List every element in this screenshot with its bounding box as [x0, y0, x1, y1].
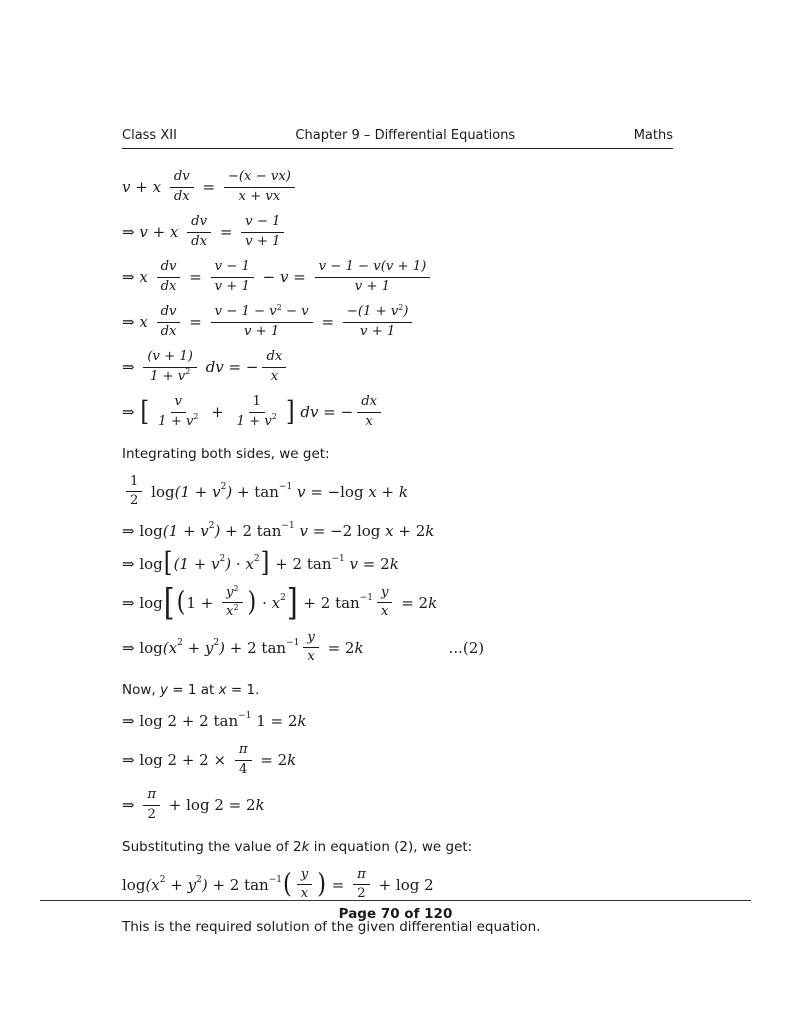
- fraction-numerator: [235, 742, 252, 761]
- text-run: = 1.: [226, 681, 260, 698]
- math-var: x: [271, 593, 281, 612]
- math-var: x: [226, 604, 234, 620]
- math-var: + y: [165, 875, 197, 894]
- math-text: =: [288, 268, 311, 286]
- fraction-denominator: [126, 492, 142, 510]
- math-text: ⇒ log 2 + 2 tan: [122, 712, 239, 731]
- fraction: [224, 169, 295, 205]
- fraction-numerator: [171, 394, 186, 413]
- fraction: [143, 787, 160, 823]
- fraction-numerator: [241, 214, 284, 233]
- math-var: x: [385, 521, 394, 540]
- italic-text-run: x: [218, 681, 227, 698]
- page-header: [122, 128, 673, 149]
- bracket: (: [283, 868, 292, 900]
- fraction: [211, 259, 254, 295]
- equation: [122, 742, 686, 778]
- math-text: 1: [252, 394, 261, 409]
- fraction-numerator: [143, 787, 160, 806]
- equation: [122, 169, 686, 205]
- fraction: [157, 259, 181, 295]
- equation-tag: ...(2): [448, 638, 485, 657]
- math-text: = 2: [358, 554, 390, 573]
- superscript: 2: [253, 553, 260, 564]
- fraction-numerator: [357, 394, 381, 413]
- math-var: dx: [191, 233, 208, 249]
- fraction-denominator: [235, 761, 251, 779]
- math-var: dx: [160, 323, 177, 339]
- math-var: k: [287, 751, 297, 770]
- math-text: = 2: [255, 751, 288, 770]
- fraction-denominator: [351, 278, 394, 296]
- math-var: dv: [295, 403, 319, 421]
- fraction-numerator: [157, 304, 181, 323]
- fraction: [222, 585, 242, 621]
- math-var: (x: [145, 875, 160, 894]
- math-var: dx: [361, 394, 378, 409]
- fraction: [241, 214, 284, 250]
- page-content: [122, 160, 686, 946]
- math-var: dv: [200, 358, 224, 376]
- bracket: [: [140, 396, 150, 428]
- fraction: [357, 394, 381, 430]
- bracket: ): [247, 586, 257, 618]
- math-text: + 2 tan: [220, 521, 282, 540]
- math-text: 2: [147, 806, 156, 822]
- math-text: 1 = 2: [251, 712, 298, 731]
- math-var: − v: [257, 268, 289, 286]
- fraction-denominator: [240, 323, 283, 341]
- fraction-numerator: [222, 585, 242, 604]
- fraction-denominator: [377, 603, 392, 621]
- superscript: 2: [271, 412, 277, 422]
- fraction: [211, 304, 313, 340]
- math-var: v + x: [139, 223, 184, 241]
- text-run: in equation (2), we get:: [309, 839, 473, 856]
- superscript: 2: [213, 637, 220, 648]
- math-var: v − 1 − v: [214, 304, 277, 319]
- math-var: 1 + v: [158, 413, 194, 429]
- math-var: x: [139, 268, 153, 286]
- fraction: [170, 169, 194, 205]
- fraction-denominator: [170, 188, 194, 206]
- equation-block-solution: [122, 867, 686, 903]
- equation: [122, 787, 686, 823]
- bracket: ]: [286, 580, 298, 624]
- equation: [122, 709, 686, 733]
- math-text: =: [327, 875, 350, 894]
- math-text: ⇒ log: [122, 554, 163, 573]
- equation: [122, 519, 686, 543]
- fraction-denominator: [241, 233, 284, 251]
- fraction: [233, 394, 281, 430]
- superscript: −1: [268, 874, 283, 885]
- fraction-numerator: [224, 169, 295, 188]
- superscript: 2: [159, 874, 166, 885]
- math-text: + 2 tan: [298, 593, 360, 612]
- superscript: −1: [278, 481, 293, 492]
- math-text: ⇒: [122, 358, 140, 376]
- equation: [122, 304, 686, 340]
- superscript: 2: [208, 520, 215, 531]
- math-var: v + 1: [354, 278, 391, 294]
- superscript: 2: [177, 637, 183, 648]
- fraction-denominator: [187, 233, 211, 251]
- superscript: 2: [220, 481, 227, 492]
- superscript: 2: [185, 367, 191, 377]
- math-var: v + 1: [245, 233, 281, 249]
- math-var: x: [139, 313, 153, 331]
- bracket: [: [163, 547, 173, 579]
- math-text: 2: [357, 886, 366, 902]
- bracket: [: [163, 580, 175, 624]
- math-text: + log 2 = 2: [164, 796, 256, 815]
- paragraph-substituting: [122, 838, 686, 858]
- page-number: Page 70 of 120: [338, 906, 453, 922]
- math-var: − v: [281, 304, 309, 319]
- math-var: dx: [160, 278, 177, 294]
- math-var: ): [403, 304, 409, 319]
- superscript: −1: [359, 592, 373, 603]
- math-text: + tan: [232, 482, 279, 501]
- superscript: −1: [286, 637, 300, 648]
- fraction-numerator: [249, 394, 265, 413]
- math-var: v: [294, 521, 308, 540]
- superscript: 2: [233, 603, 239, 613]
- math-var: x: [365, 413, 373, 429]
- math-text: log: [122, 875, 146, 894]
- math-var: ): [226, 482, 233, 501]
- math-var: x: [245, 554, 254, 573]
- math-var: y: [381, 584, 389, 600]
- math-var: v + 1: [244, 323, 280, 339]
- equation: [122, 349, 686, 385]
- math-var: π: [238, 742, 248, 758]
- math-var: ): [225, 554, 232, 573]
- math-var: v + 1: [359, 323, 396, 339]
- math-var: v: [344, 554, 359, 573]
- math-text: =: [184, 313, 207, 331]
- math-text: + 2 tan: [207, 875, 269, 894]
- italic-text-run: y: [159, 681, 168, 698]
- math-var: dv: [160, 259, 177, 274]
- math-var: k: [425, 521, 435, 540]
- math-var: 1 + v: [236, 413, 272, 429]
- math-text: = −2 log: [307, 521, 386, 540]
- math-var: (1 + v: [162, 521, 209, 540]
- fraction-numerator: [315, 259, 431, 278]
- math-var: y: [307, 629, 315, 645]
- equation: [122, 214, 686, 250]
- equation: [122, 394, 686, 430]
- bracket: ]: [285, 396, 295, 428]
- math-var: x + vx: [238, 188, 281, 204]
- math-text: = 2: [322, 638, 355, 657]
- math-text: 4: [238, 761, 248, 777]
- superscript: −1: [331, 553, 345, 564]
- math-text: + 2: [393, 521, 426, 540]
- text-run: Now,: [122, 681, 160, 698]
- math-var: k: [389, 554, 399, 573]
- equation: [122, 580, 686, 624]
- math-text: = −: [318, 403, 354, 421]
- fraction-denominator: [235, 188, 285, 206]
- math-var: dx: [173, 188, 190, 204]
- fraction-numerator: [187, 214, 211, 233]
- math-text: ⇒ log 2 + 2 ×: [122, 751, 231, 770]
- math-var: k: [428, 593, 438, 612]
- header-class-label: Class XII: [122, 128, 177, 143]
- math-var: −(x − vx): [227, 169, 291, 184]
- equation-block-integration: [122, 474, 686, 666]
- math-text: ⇒ log: [122, 638, 163, 657]
- math-var: k: [354, 638, 364, 657]
- superscript: 2: [276, 302, 282, 312]
- bracket: ): [317, 868, 327, 900]
- math-var: dv: [191, 214, 208, 229]
- fraction-denominator: [361, 413, 376, 431]
- math-var: dv: [160, 304, 177, 319]
- math-text: 2: [130, 493, 139, 509]
- fraction-numerator: [303, 630, 318, 649]
- math-text: ⇒: [122, 223, 140, 241]
- math-var: v: [174, 394, 182, 409]
- equation: [122, 867, 686, 903]
- superscript: 2: [219, 553, 226, 564]
- math-var: (1 + v: [173, 554, 220, 573]
- math-text: =: [184, 268, 207, 286]
- fraction-numerator: [297, 867, 312, 886]
- math-var: x + k: [368, 482, 408, 501]
- math-var: x: [300, 886, 309, 902]
- math-var: y: [300, 866, 309, 882]
- math-var: k: [255, 796, 265, 815]
- fraction: [187, 214, 211, 250]
- fraction: [157, 304, 181, 340]
- superscript: −1: [281, 520, 295, 531]
- fraction-denominator: [356, 323, 399, 341]
- equation-block-constant: [122, 709, 686, 823]
- math-text: 1 +: [186, 593, 219, 612]
- math-var: v − 1: [245, 214, 281, 229]
- superscript: 2: [398, 302, 404, 312]
- math-text: = 2: [396, 593, 429, 612]
- math-text: =: [316, 313, 339, 331]
- bracket: ]: [260, 547, 270, 579]
- math-var: ): [201, 875, 208, 894]
- math-text: 1: [130, 473, 139, 489]
- fraction-denominator: [157, 323, 181, 341]
- math-var: 1 + v: [149, 368, 186, 384]
- header-chapter-title: Chapter 9 – Differential Equations: [295, 128, 516, 143]
- math-var: −(1 + v: [346, 304, 399, 319]
- fraction-numerator: [157, 259, 181, 278]
- fraction-numerator: [353, 867, 370, 886]
- math-text: =: [215, 223, 238, 241]
- math-var: π: [147, 787, 157, 803]
- fraction-denominator: [143, 806, 159, 824]
- math-var: k: [297, 712, 307, 731]
- paragraph-initial-condition: [122, 681, 686, 701]
- fraction-numerator: [126, 474, 142, 493]
- fraction-numerator: [211, 304, 313, 323]
- fraction: [315, 259, 431, 295]
- math-text: + 2 tan: [270, 554, 332, 573]
- equation: [122, 474, 686, 510]
- fraction: [126, 474, 142, 510]
- fraction-numerator: [343, 304, 413, 323]
- superscript: 2: [280, 592, 286, 603]
- bracket: (: [176, 586, 186, 618]
- math-var: v: [292, 482, 306, 501]
- math-var: y: [226, 584, 234, 600]
- math-text: ⇒: [122, 313, 140, 331]
- math-var: ): [219, 638, 226, 657]
- fraction-denominator: [222, 603, 242, 621]
- fraction-denominator: [233, 413, 281, 431]
- fraction-numerator: [262, 349, 286, 368]
- math-text: ·: [257, 593, 272, 612]
- math-text: ·: [231, 554, 246, 573]
- equation-block-derivation: [122, 169, 686, 430]
- math-var: (v + 1): [147, 349, 193, 364]
- math-text: log: [146, 482, 175, 501]
- fraction: [143, 349, 197, 385]
- math-var: x: [307, 649, 315, 665]
- math-text: ⇒: [122, 403, 140, 421]
- equation: [122, 630, 686, 666]
- paragraph-integrating: Integrating both sides, we get:: [122, 446, 330, 462]
- math-text: = −: [223, 358, 259, 376]
- math-text: ⇒ log: [122, 521, 163, 540]
- superscript: 2: [193, 412, 199, 422]
- italic-text-run: k: [301, 839, 310, 856]
- fraction-numerator: [170, 169, 194, 188]
- text-run: = 1 at: [167, 681, 219, 698]
- math-var: dx: [266, 349, 283, 364]
- fraction-numerator: [377, 585, 392, 604]
- math-var: π: [357, 866, 366, 882]
- fraction-numerator: [211, 259, 254, 278]
- fraction-denominator: [154, 413, 202, 431]
- fraction-numerator: [143, 349, 197, 368]
- math-var: ): [214, 521, 221, 540]
- fraction: [303, 630, 318, 666]
- footer-divider: [40, 900, 751, 901]
- fraction-denominator: [146, 368, 194, 386]
- math-var: v + x: [122, 178, 166, 196]
- math-var: dv: [173, 169, 190, 184]
- fraction: [343, 304, 413, 340]
- fraction: [377, 585, 392, 621]
- math-text: ⇒: [122, 796, 140, 815]
- equation: [122, 259, 686, 295]
- fraction-denominator: [157, 278, 181, 296]
- math-var: v − 1: [214, 259, 250, 274]
- math-var: x: [270, 368, 279, 384]
- math-text: +: [206, 403, 229, 421]
- math-text: + 2 tan: [225, 638, 287, 657]
- math-text: = −log: [305, 482, 369, 501]
- math-var: x: [381, 604, 389, 620]
- math-var: (1 + v: [174, 482, 221, 501]
- math-var: v + 1: [214, 278, 250, 294]
- math-var: (x: [162, 638, 178, 657]
- fraction-denominator: [211, 278, 254, 296]
- paragraph-conclusion: This is the required solution of the given differential equation.: [122, 918, 541, 935]
- fraction: [297, 867, 312, 903]
- superscript: 2: [233, 583, 239, 593]
- math-var: v − 1 − v(v + 1): [318, 259, 427, 274]
- math-text: ⇒ log: [122, 593, 163, 612]
- superscript: −1: [238, 711, 252, 722]
- fraction-denominator: [303, 648, 318, 666]
- fraction: [235, 742, 252, 778]
- equation: [122, 547, 686, 579]
- fraction: [353, 867, 370, 903]
- text-run: Substituting the value of 2: [122, 839, 302, 856]
- fraction-denominator: [267, 368, 282, 386]
- fraction: [262, 349, 286, 385]
- math-text: + log 2: [373, 875, 434, 894]
- math-text: ⇒: [122, 268, 140, 286]
- fraction: [154, 394, 202, 430]
- math-var: + y: [182, 638, 214, 657]
- superscript: 2: [196, 874, 202, 885]
- math-text: =: [197, 178, 220, 196]
- header-subject-label: Maths: [633, 128, 673, 143]
